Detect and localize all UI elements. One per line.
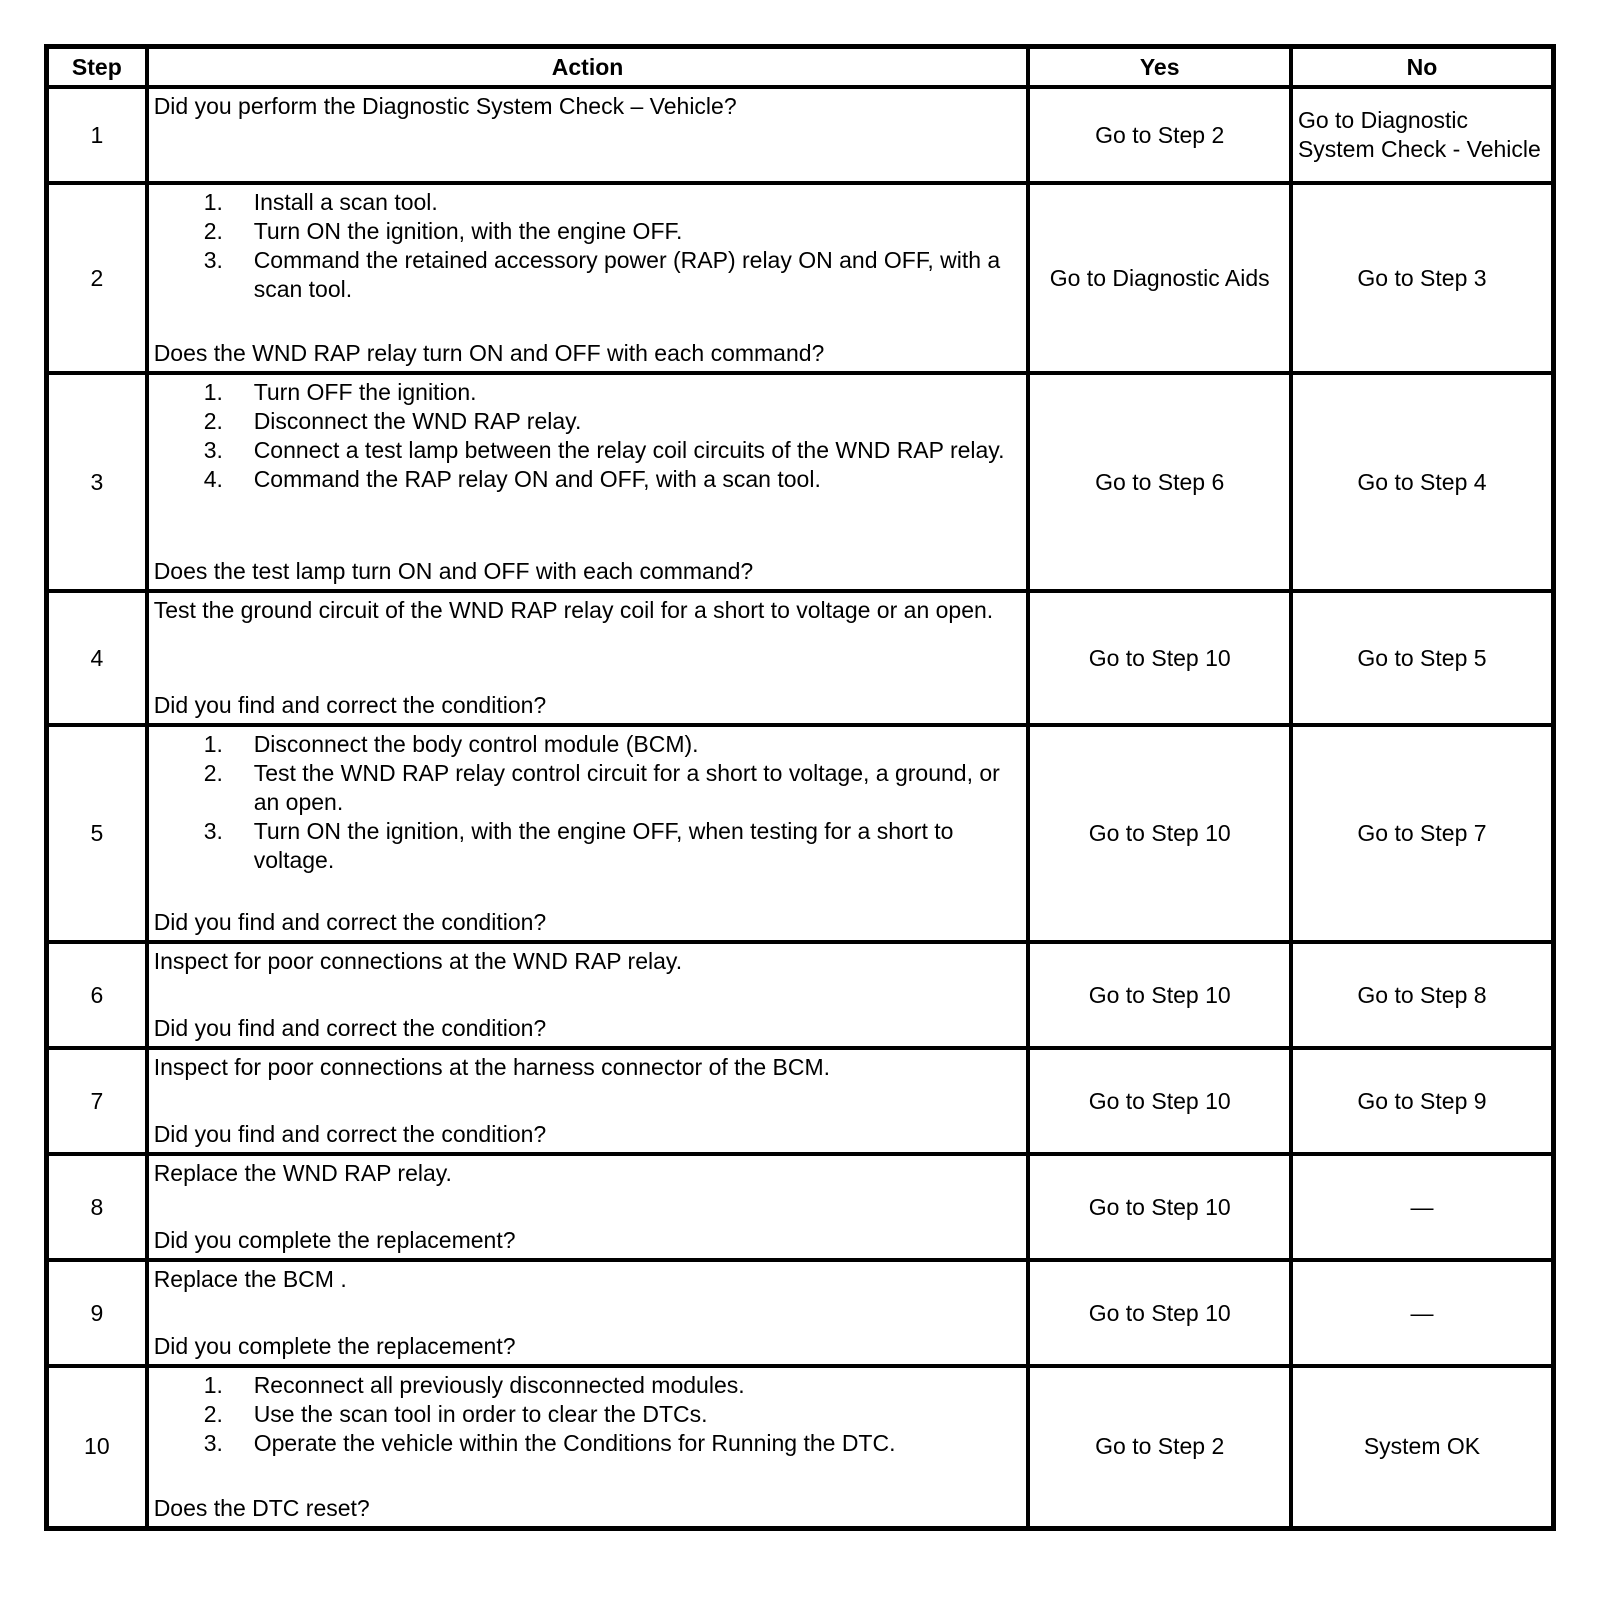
list-item-number: 1. xyxy=(203,1371,223,1398)
action-step-list xyxy=(154,1371,1022,1458)
yes-result: Go to Step 10 xyxy=(1028,1154,1291,1260)
action-intro: Inspect for poor connections at the WND RAP relay. xyxy=(153,948,683,974)
action-question: Did you complete the replacement? xyxy=(153,1333,516,1359)
table-row xyxy=(47,725,1554,942)
list-item xyxy=(154,817,1022,875)
action-intro: Replace the WND RAP relay. xyxy=(153,1160,452,1186)
list-item-number: 3. xyxy=(203,818,223,844)
step-number: 5 xyxy=(47,725,147,942)
action-cell xyxy=(147,1154,1029,1260)
list-item xyxy=(154,1371,1022,1400)
list-item-number: 4. xyxy=(203,466,223,492)
action-cell xyxy=(147,725,1029,942)
table-row xyxy=(47,942,1554,1048)
yes-result: Go to Step 10 xyxy=(1028,1260,1291,1366)
list-item xyxy=(154,1429,1022,1458)
action-step-list xyxy=(154,378,1022,494)
step-number: 2 xyxy=(47,183,147,373)
list-item-text: Disconnect the body control module (BCM). xyxy=(253,731,699,757)
list-item-text: Operate the vehicle within the Conditions for Running the DTC. xyxy=(253,1429,896,1456)
list-item xyxy=(154,407,1022,436)
table-row xyxy=(47,373,1554,591)
table-body xyxy=(47,87,1554,1528)
action-question: Does the test lamp turn ON and OFF with each command? xyxy=(153,558,754,584)
yes-result: Go to Step 2 xyxy=(1028,1366,1291,1528)
action-question: Did you find and correct the condition? xyxy=(153,1015,547,1041)
list-item xyxy=(154,730,1022,759)
step-number: 6 xyxy=(47,942,147,1048)
header-step: Step xyxy=(47,47,147,88)
action-cell xyxy=(147,1366,1029,1528)
list-item-number: 2. xyxy=(203,760,223,786)
action-cell xyxy=(147,1260,1029,1366)
table-row xyxy=(47,591,1554,725)
list-item-text: Turn OFF the ignition. xyxy=(253,379,477,405)
table-row xyxy=(47,1048,1554,1154)
no-result: Go to Diagnostic System Check - Vehicle xyxy=(1291,87,1554,183)
yes-result: Go to Step 2 xyxy=(1028,87,1291,183)
action-question: Did you find and correct the condition? xyxy=(153,1121,547,1147)
step-number: 9 xyxy=(47,1260,147,1366)
list-item-text: Reconnect all previously disconnected modules. xyxy=(253,1371,745,1398)
header-action: Action xyxy=(147,47,1029,88)
list-item-text: Disconnect the WND RAP relay. xyxy=(253,408,582,434)
table-row xyxy=(47,87,1554,183)
action-intro: Did you perform the Diagnostic System Check – Vehicle? xyxy=(153,93,737,119)
no-result: Go to Step 7 xyxy=(1291,725,1554,942)
step-number: 4 xyxy=(47,591,147,725)
header-no: No xyxy=(1291,47,1554,88)
action-cell xyxy=(147,591,1029,725)
step-number: 10 xyxy=(47,1366,147,1528)
action-intro: Test the ground circuit of the WND RAP relay coil for a short to voltage or an open. xyxy=(153,597,994,623)
table-row xyxy=(47,1260,1554,1366)
action-cell xyxy=(147,87,1029,183)
list-item-number: 2. xyxy=(203,1400,223,1427)
action-intro: Inspect for poor connections at the harness connector of the BCM. xyxy=(153,1054,831,1080)
list-item xyxy=(154,465,1022,494)
list-item xyxy=(154,436,1022,465)
yes-result: Go to Step 10 xyxy=(1028,725,1291,942)
list-item xyxy=(154,378,1022,407)
action-question: Does the DTC reset? xyxy=(153,1494,370,1521)
list-item xyxy=(154,217,1022,246)
diagnostic-table xyxy=(44,44,1556,1531)
list-item-text: Turn ON the ignition, with the engine OFF. xyxy=(253,218,683,244)
action-intro: Replace the BCM . xyxy=(153,1266,347,1292)
list-item-text: Install a scan tool. xyxy=(253,189,438,215)
action-cell xyxy=(147,373,1029,591)
action-step-list xyxy=(154,188,1022,304)
yes-result: Go to Step 6 xyxy=(1028,373,1291,591)
list-item xyxy=(154,759,1022,817)
action-question: Did you find and correct the condition? xyxy=(153,909,547,935)
action-question: Does the WND RAP relay turn ON and OFF with each command? xyxy=(153,340,825,366)
action-question: Did you find and correct the condition? xyxy=(153,692,547,718)
list-item-text: Test the WND RAP relay control circuit for a short to voltage, a ground, or an open. xyxy=(253,760,1000,815)
list-item-number: 2. xyxy=(203,408,223,434)
list-item-text: Command the RAP relay ON and OFF, with a scan tool. xyxy=(253,466,821,492)
no-result: Go to Step 8 xyxy=(1291,942,1554,1048)
action-cell xyxy=(147,183,1029,373)
no-result: Go to Step 4 xyxy=(1291,373,1554,591)
list-item-number: 1. xyxy=(203,731,223,757)
step-number: 3 xyxy=(47,373,147,591)
list-item-number: 2. xyxy=(203,218,223,244)
yes-result: Go to Step 10 xyxy=(1028,1048,1291,1154)
list-item xyxy=(154,188,1022,217)
header-row xyxy=(47,47,1554,88)
no-result: Go to Step 5 xyxy=(1291,591,1554,725)
action-step-list xyxy=(154,730,1022,875)
action-cell xyxy=(147,1048,1029,1154)
yes-result: Go to Step 10 xyxy=(1028,591,1291,725)
list-item xyxy=(154,246,1022,304)
list-item-number: 3. xyxy=(203,1429,223,1456)
action-question: Did you complete the replacement? xyxy=(153,1227,516,1253)
list-item-text: Use the scan tool in order to clear the DTCs. xyxy=(253,1400,708,1427)
table-row xyxy=(47,1154,1554,1260)
no-result: Go to Step 9 xyxy=(1291,1048,1554,1154)
no-result: System OK xyxy=(1291,1366,1554,1528)
yes-result: Go to Diagnostic Aids xyxy=(1028,183,1291,373)
yes-result: Go to Step 10 xyxy=(1028,942,1291,1048)
step-number: 8 xyxy=(47,1154,147,1260)
list-item-number: 1. xyxy=(203,379,223,405)
list-item-number: 3. xyxy=(203,247,223,273)
list-item-number: 1. xyxy=(203,189,223,215)
list-item-text: Connect a test lamp between the relay coil circuits of the WND RAP relay. xyxy=(253,437,1005,463)
no-result: — xyxy=(1291,1260,1554,1366)
step-number: 1 xyxy=(47,87,147,183)
step-number: 7 xyxy=(47,1048,147,1154)
list-item-text: Turn ON the ignition, with the engine OFF, when testing for a short to voltage. xyxy=(253,818,954,873)
list-item-text: Command the retained accessory power (RAP) relay ON and OFF, with a scan tool. xyxy=(253,247,1001,302)
no-result: — xyxy=(1291,1154,1554,1260)
table-row xyxy=(47,1366,1554,1528)
action-cell xyxy=(147,942,1029,1048)
table-row xyxy=(47,183,1554,373)
list-item-number: 3. xyxy=(203,437,223,463)
list-item xyxy=(154,1400,1022,1429)
header-yes: Yes xyxy=(1028,47,1291,88)
no-result: Go to Step 3 xyxy=(1291,183,1554,373)
